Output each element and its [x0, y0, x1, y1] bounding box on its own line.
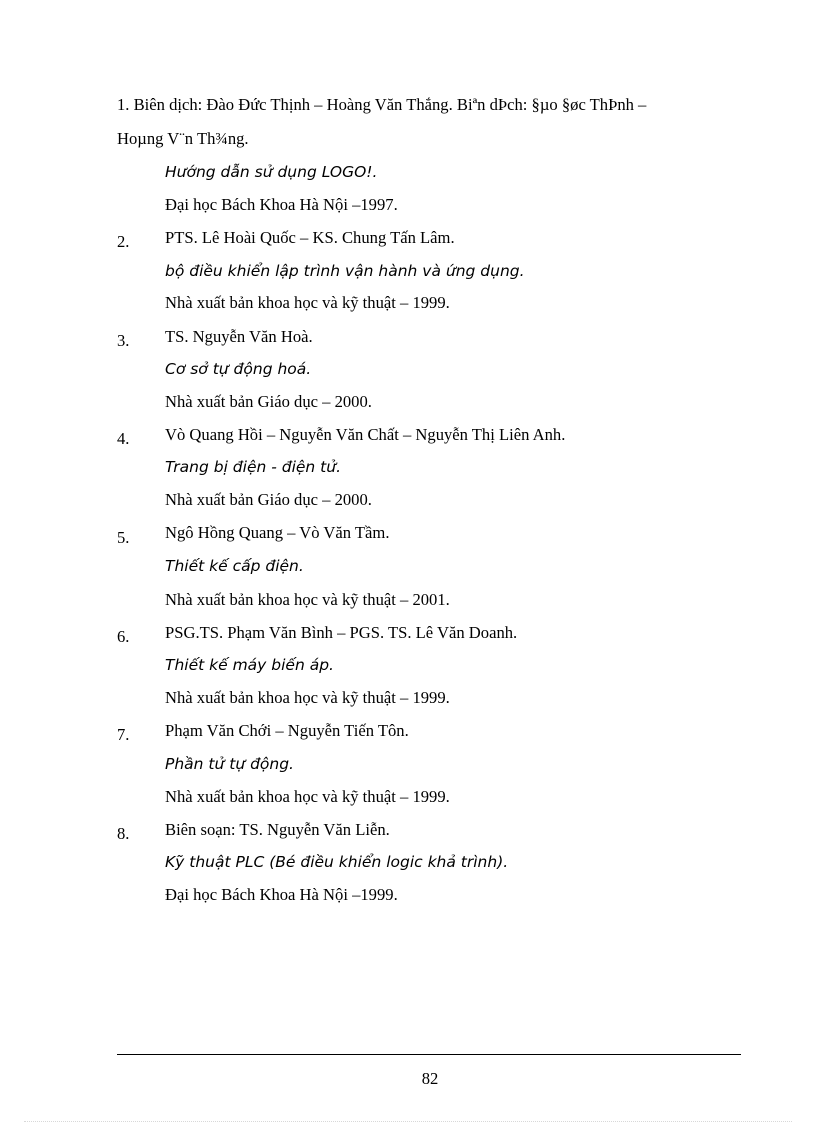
reference-4-title: Trang bị điện - điện tử.: [165, 458, 342, 476]
reference-7-publisher: Nhà xuất bản khoa học và kỹ thuật – 1999.: [165, 787, 450, 806]
reference-1-line: 1. Biên dịch: Đào Đức Thịnh – Hoàng Văn Thắng. Biªn dÞch: §µo §øc ThÞnh –: [117, 95, 647, 114]
reference-7-title: Phần tử tự động.: [165, 755, 294, 773]
reference-3-number: 3.: [117, 331, 130, 350]
reference-6-author: PSG.TS. Phạm Văn Bình – PGS. TS. Lê Văn Doanh.: [165, 623, 518, 642]
reference-8-title: Kỹ thuật PLC (Bé điều khiển logic khả trình).: [165, 853, 509, 871]
reference-6-number: 6.: [117, 627, 130, 646]
reference-4-number: 4.: [117, 429, 130, 448]
reference-7-author: Phạm Văn Chới – Nguyễn Tiến Tôn.: [165, 721, 409, 740]
reference-3-publisher: Nhà xuất bản Giáo dục – 2000.: [165, 392, 372, 411]
reference-5-publisher: Nhà xuất bản khoa học và kỹ thuật – 2001.: [165, 590, 450, 609]
reference-2-author: PTS. Lê Hoài Quốc – KS. Chung Tấn Lâm.: [165, 228, 455, 247]
footer-rule: [117, 1054, 741, 1055]
reference-2-title: bộ điều khiển lập trình vận hành và ứng dụng.: [165, 262, 525, 280]
reference-2-number: 2.: [117, 232, 130, 251]
reference-5-number: 5.: [117, 528, 130, 547]
reference-4-publisher: Nhà xuất bản Giáo dục – 2000.: [165, 490, 372, 509]
reference-8-publisher: Đại học Bách Khoa Hà Nội –1999.: [165, 885, 398, 904]
reference-6-publisher: Nhà xuất bản khoa học và kỹ thuật – 1999.: [165, 688, 450, 707]
reference-2-publisher: Nhà xuất bản khoa học và kỹ thuật – 1999.: [165, 293, 450, 312]
reference-5-title: Thiết kế cấp điện.: [165, 557, 304, 575]
reference-1-continuation: Hoµng V¨n Th¾ng.: [117, 129, 249, 148]
reference-3-title: Cơ sở tự động hoá.: [165, 360, 312, 378]
reference-1-title: Hướng dẫn sử dụng LOGO!.: [165, 163, 378, 181]
reference-6-title: Thiết kế máy biến áp.: [165, 656, 334, 674]
reference-8-number: 8.: [117, 824, 130, 843]
reference-7-number: 7.: [117, 725, 130, 744]
reference-1-publisher: Đại học Bách Khoa Hà Nội –1997.: [165, 195, 398, 214]
reference-3-author: TS. Nguyễn Văn Hoà.: [165, 327, 313, 346]
reference-8-author: Biên soạn: TS. Nguyễn Văn Liễn.: [165, 820, 390, 839]
reference-5-author: Ngô Hồng Quang – Vò Văn Tầm.: [165, 523, 390, 542]
reference-4-author: Vò Quang Hồi – Nguyễn Văn Chất – Nguyễn Thị Liên Anh.: [165, 425, 566, 444]
page-number: 82: [421, 1069, 439, 1088]
page-edge: [24, 1121, 792, 1122]
